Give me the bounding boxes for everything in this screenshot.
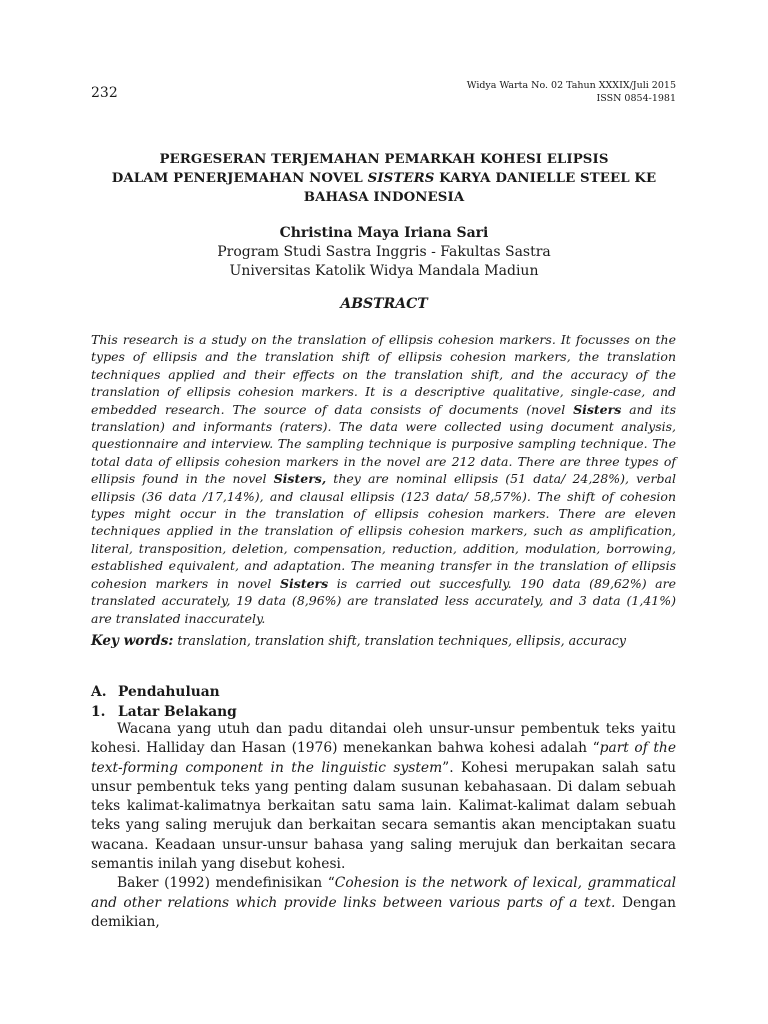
abstract-part-4: is carried out succesfully. 190 data (89,62%) are translated accurately, 19 data (8,96%) are translated less accurately, and 3 data (1,41%) are translated inaccurately. — [91, 575, 676, 626]
subsection-heading-1 — [91, 704, 237, 720]
body-paragraph-2 — [91, 874, 676, 932]
abstract-part-2: and its translation) and informants (raters). The data were collected using document analysis, questionnaire and interview. The sampling technique is purposive sampling technique. The total data of ellipsis cohesion markers in the novel are 212 data. There are three types of ellipsis found in the novel — [91, 401, 676, 487]
title-line-2 — [60, 169, 708, 188]
body-p2-end: Dengan demikian, — [91, 894, 676, 930]
author-block — [60, 224, 708, 281]
journal-issn: ISSN 0854-1981 — [596, 93, 676, 104]
title-line-3: BAHASA INDONESIA — [303, 190, 465, 205]
abstract-heading: ABSTRACT — [340, 296, 428, 312]
author-name: Christina Maya Iriana Sari — [279, 225, 489, 241]
title-line-1: PERGESERAN TERJEMAHAN PEMARKAH KOHESI ELIPSIS — [159, 152, 609, 167]
body-p2-start: Baker (1992) mendefinisikan “ — [117, 875, 335, 892]
body-p1-end: ”. Kohesi merupakan salah satu unsur pembentuk teks yang penting dalam susunan kebahasaan. Di dalam sebuah teks kalimat-kalimatnya berkaitan satu sama lain. Kalimat-kalimat dalam sebuah teks yang saling merujuk dan berkaitan secara semantis akan menciptakan suatu wacana. Keadaan unsur-unsur bahasa yang saling merujuk dan berkaitan secara semantis inilah yang disebut kohesi. — [91, 759, 677, 873]
title-line-2-start: DALAM PENERJEMAHAN NOVEL — [111, 171, 368, 186]
journal-issue: Widya Warta No. 02 Tahun XXXIX/Juli 2015 — [466, 80, 676, 91]
body-p1-quote: part of the text-forming component in the linguistic system — [91, 740, 676, 776]
journal-info — [467, 79, 676, 105]
title-novel-name: SISTERS — [367, 171, 435, 186]
abstract-emphasis-3: Sisters — [280, 575, 329, 591]
author-affiliation-1: Program Studi Sastra Inggris - Fakultas Sastra — [217, 244, 551, 260]
subsection-1-title: Latar Belakang — [118, 704, 237, 720]
author-affiliation-2: Universitas Katolik Widya Mandala Madiun — [229, 263, 539, 279]
subsection-1-number: 1. — [91, 704, 106, 720]
body-paragraph-1 — [91, 720, 676, 874]
abstract-text — [91, 331, 676, 627]
section-a-number: A. — [91, 684, 107, 700]
paper-title — [60, 150, 708, 207]
body-text — [91, 720, 676, 932]
abstract-part-3: they are nominal ellipsis (51 data/ 24,28%), verbal ellipsis (36 data /17,14%), and clausal ellipsis (123 data/ 58,57%). The shift of cohesion types might occur in the translation of ellipsis cohesion markers. There are eleven techniques applied in the translation of ellipsis cohesion markers, such as amplification, literal, transposition, deletion, compensation, reduction, addition, modulation, borrowing, established equivalent, and adaptation. The meaning transfer in the translation of ellipsis cohesion markers in novel — [91, 471, 676, 591]
abstract-emphasis-1: Sisters — [573, 401, 622, 417]
section-heading-a — [91, 684, 220, 700]
body-p2-quote: Cohesion is the network of lexical, grammatical and other relations which provide links between various parts of a text. — [91, 875, 677, 911]
page-number: 232 — [91, 85, 118, 101]
title-line-2-end: KARYA DANIELLE STEEL KE — [434, 171, 657, 186]
section-a-title: Pendahuluan — [118, 684, 220, 700]
keywords-label: Key words: — [91, 633, 174, 649]
abstract-emphasis-2: Sisters, — [273, 471, 327, 487]
body-p1-start: Wacana yang utuh dan padu ditandai oleh unsur-unsur pembentuk teks yaitu kohesi. Halliday dan Hasan (1976) menekankan bahwa kohesi adalah “ — [91, 721, 676, 757]
keywords-text: translation, translation shift, translation techniques, ellipsis, accuracy — [173, 633, 627, 648]
abstract-part-1: This research is a study on the translation of ellipsis cohesion markers. It focusses on the types of ellipsis and the translation shift of ellipsis cohesion markers, the translation techniques applied and their effects on the translation shift, and the accuracy of the translation of ellipsis cohesion markers. It is a descriptive qualitative, single-case, and embedded research. The source of data consists of documents (novel — [91, 332, 676, 417]
keywords — [91, 632, 676, 650]
